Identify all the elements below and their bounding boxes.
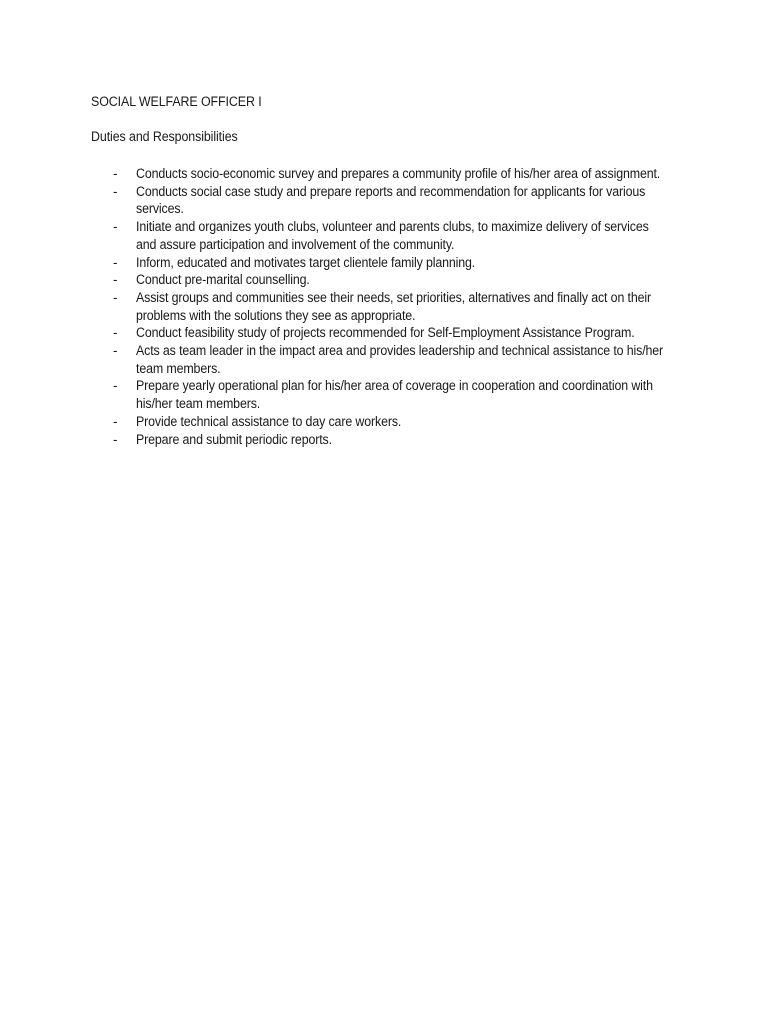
list-item [0,165,768,183]
duty-text: Provide technical assistance to day care workers. [136,413,402,429]
duty-text: Conduct feasibility study of projects recommended for Self-Employment Assistance Program. [136,325,635,341]
list-item [0,431,768,449]
bullet-dash: - [113,254,118,270]
list-item [0,218,768,253]
bullet-dash: - [113,272,118,288]
list-item [0,289,768,324]
duty-text: Conducts socio-economic survey and prepares a community profile of his/her area of assignment. [136,166,661,181]
list-item [0,324,768,342]
list-item [0,377,768,412]
bullet-dash: - [113,413,118,429]
section-heading: Duties and Responsibilities [91,129,238,144]
duties-list [0,165,768,448]
bullet-dash: - [113,183,118,199]
bullet-dash: - [113,343,118,359]
duty-text: Conducts social case study and prepare reports and recommendation for applicants for various services. [136,183,646,217]
duty-text: Acts as team leader in the impact area and provides leadership and technical assistance to his/her team members. [136,343,664,376]
list-item [0,342,768,377]
list-item [0,271,768,289]
duty-text: Inform, educated and motivates target clientele family planning. [136,254,476,270]
document-title: SOCIAL WELFARE OFFICER I [91,94,262,109]
list-item [0,183,768,218]
duty-text: Initiate and organizes youth clubs, volunteer and parents clubs, to maximize delivery of services and assure participation and involvement of the community. [136,219,649,252]
bullet-dash: - [113,378,118,394]
bullet-dash: - [113,219,118,235]
bullet-dash: - [113,289,118,305]
duty-text: Conduct pre-marital counselling. [136,272,310,288]
duty-text: Prepare yearly operational plan for his/her area of coverage in cooperation and coordination with his/her team members. [136,378,653,412]
list-item [0,254,768,272]
duty-text: Prepare and submit periodic reports. [136,431,332,447]
bullet-dash: - [113,431,118,447]
list-item [0,413,768,431]
duty-text: Assist groups and communities see their needs, set priorities, alternatives and finally act on their problems with the solutions they see as appropriate. [136,289,652,323]
bullet-dash: - [113,166,118,181]
bullet-dash: - [113,325,118,341]
